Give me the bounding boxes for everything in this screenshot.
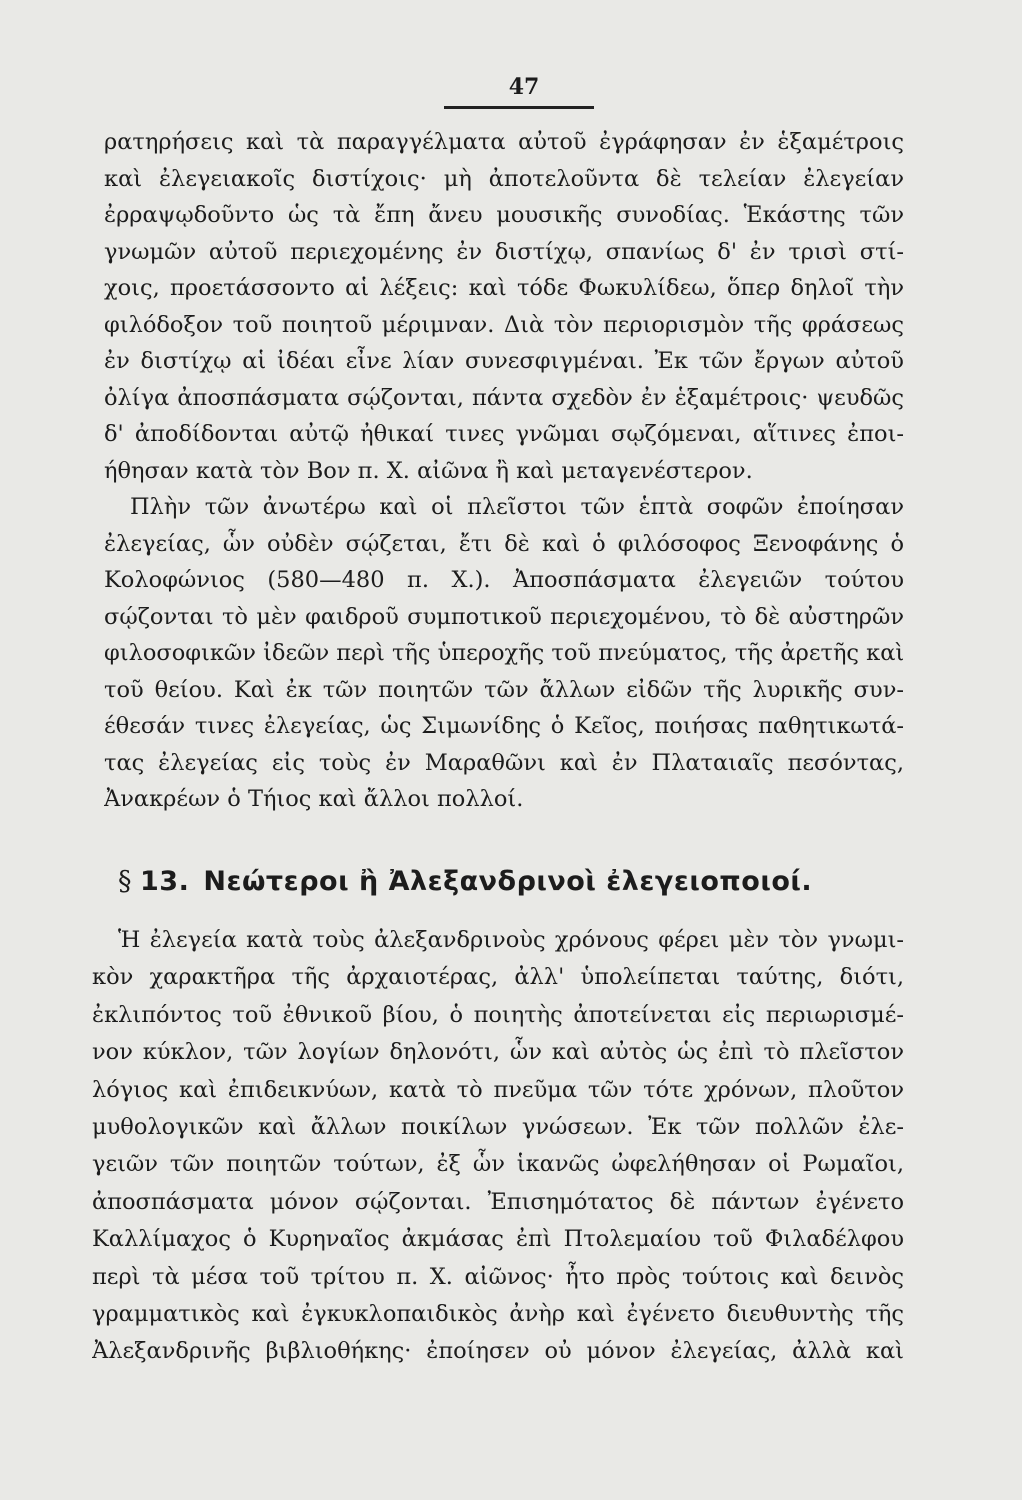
text-line: Πλὴν τῶν ἀνωτέρω καὶ οἱ πλεῖστοι τῶν ἑπτὰ σοφῶν ἐποίησαν xyxy=(130,494,904,520)
text-line: ἐκλιπόντος τοῦ ἐθνικοῦ βίου, ὁ ποιητὴς ἀποτείνεται εἰς περιωρισμέ- xyxy=(92,1001,904,1028)
text-line: ἐν διστίχῳ αἱ ἰδέαι εἶνε λίαν συνεσφιγμέναι. Ἐκ τῶν ἔργων αὐτοῦ xyxy=(104,348,904,374)
text-line: περὶ τὰ μέσα τοῦ τρίτου π. Χ. αἰῶνος· ἦτο πρὸς τούτοις καὶ δεινὸς xyxy=(92,1263,904,1290)
body-text-bottom xyxy=(92,922,904,1371)
text-line: χοις, προετάσσοντο αἱ λέξεις: καὶ τόδε Φωκυλίδεω, ὅπερ δηλοῖ τὴν xyxy=(104,275,904,301)
text-line: δ' ἀποδίδονται αὐτῷ ἠθικαί τινες γνῶμαι σῳζόμεναι, αἵτινες ἐποι- xyxy=(104,421,904,447)
text-line: καὶ ἐλεγειακοῖς διστίχοις· μὴ ἀποτελοῦντα δὲ τελείαν ἐλεγείαν xyxy=(104,165,904,192)
paragraph xyxy=(92,922,904,1371)
text-line: γραμματικὸς καὶ ἐγκυκλοπαιδικὸς ἀνὴρ καὶ ἐγένετο διευθυντὴς τῆς xyxy=(92,1300,904,1327)
text-line: ὀλίγα ἀποσπάσματα σῴζονται, πάντα σχεδὸν ἐν ἑξαμέτροις· ψευδῶς xyxy=(104,384,904,411)
text-line: Καλλίμαχος ὁ Κυρηναῖος ἀκμάσας ἐπὶ Πτολεμαίου τοῦ Φιλαδέλφου xyxy=(92,1226,904,1253)
text-line: φιλόδοξον τοῦ ποιητοῦ μέριμναν. Διὰ τὸν περιορισμὸν τῆς φράσεως xyxy=(104,311,904,338)
section-heading xyxy=(118,866,898,897)
text-line: σῴζονται τὸ μὲν φαιδροῦ συμποτικοῦ περιεχομένου, τὸ δὲ αὐστηρῶν xyxy=(104,603,904,630)
text-line: ἐρραψῳδοῦντο ὡς τὰ ἔπη ἄνευ μουσικῆς συνοδίας. Ἑκάστης τῶν xyxy=(104,202,904,228)
text-line: κὸν χαρακτῆρα τῆς ἀρχαιοτέρας, ἀλλ' ὑπολείπεται ταύτης, διότι, xyxy=(92,964,904,991)
text-line: τας ἐλεγείας εἰς τοὺς ἐν Μαραθῶνι καὶ ἐν Πλαταιαῖς πεσόντας, xyxy=(104,749,904,776)
text-line: μυθολογικῶν καὶ ἄλλων ποικίλων γνώσεων. Ἐκ τῶν πολλῶν ἐλε- xyxy=(92,1113,904,1140)
text-line: έθεσάν τινες ἐλεγείας, ὡς Σιμωνίδης ὁ Κεῖος, ποιήσας παθητικωτά- xyxy=(104,713,904,739)
text-line: τοῦ θείου. Καὶ ἐκ τῶν ποιητῶν τῶν ἄλλων εἰδῶν τῆς λυρικῆς συν- xyxy=(104,676,904,703)
text-line: λόγιος καὶ ἐπιδεικνύων, κατὰ τὸ πνεῦμα τῶν τότε χρόνων, πλοῦτον xyxy=(92,1076,904,1103)
text-line: γειῶν τῶν ποιητῶν τούτων, ἐξ ὧν ἱκανῶς ὠφελήθησαν οἱ Ρωμαῖοι, xyxy=(92,1151,904,1178)
header-rule xyxy=(444,106,594,109)
page-number: 47 xyxy=(508,74,540,100)
text-line: Ἀλεξανδρινῆς βιβλιοθήκης· ἐποίησεν οὐ μόνον ἐλεγείας, ἀλλὰ καὶ xyxy=(92,1338,904,1365)
section-title: Νεώτεροι ἢ Ἀλεξανδρινοὶ ἐλεγειοποιοί. xyxy=(203,866,813,897)
text-line: γνωμῶν αὐτοῦ περιεχομένης ἐν διστίχῳ, σπανίως δ' ἐν τρισὶ στί- xyxy=(104,238,904,265)
section-sign: § xyxy=(118,866,132,897)
section-number: 13. xyxy=(140,866,190,897)
text-line: νον κύκλον, τῶν λογίων δηλονότι, ὧν καὶ αὐτὸς ὡς ἐπὶ τὸ πλεῖστον xyxy=(92,1039,904,1066)
text-line: ήθησαν κατὰ τὸν Βον π. Χ. αἰῶνα ἢ καὶ μεταγενέστερον. xyxy=(104,457,753,484)
paragraph xyxy=(104,489,904,818)
text-line: φιλοσοφικῶν ἰδεῶν περὶ τῆς ὑπεροχῆς τοῦ πνεύματος, τῆς ἀρετῆς καὶ xyxy=(104,640,904,666)
text-line: Ἀνακρέων ὁ Τήιος καὶ ἄλλοι πολλοί. xyxy=(104,786,524,812)
text-line: ἐλεγείας, ὧν οὐδὲν σῴζεται, ἔτι δὲ καὶ ὁ φιλόσοφος Ξενοφάνης ὁ xyxy=(104,530,904,557)
text-line: ἀποσπάσματα μόνον σῴζονται. Ἐπισημότατος δὲ πάντων ἐγένετο xyxy=(92,1188,904,1215)
body-text-top xyxy=(104,124,904,818)
text-line: ρατηρήσεις καὶ τὰ παραγγέλματα αὐτοῦ ἐγράφησαν ἐν ἑξαμέτροις xyxy=(104,129,904,155)
text-line: Κολοφώνιος (580—480 π. Χ.). Ἀποσπάσματα ἐλεγειῶν τούτου xyxy=(104,567,904,593)
paragraph xyxy=(104,124,904,489)
text-line: Ἡ ἐλεγεία κατὰ τοὺς ἀλεξανδρινοὺς χρόνους φέρει μὲν τὸν γνωμι- xyxy=(118,927,904,953)
